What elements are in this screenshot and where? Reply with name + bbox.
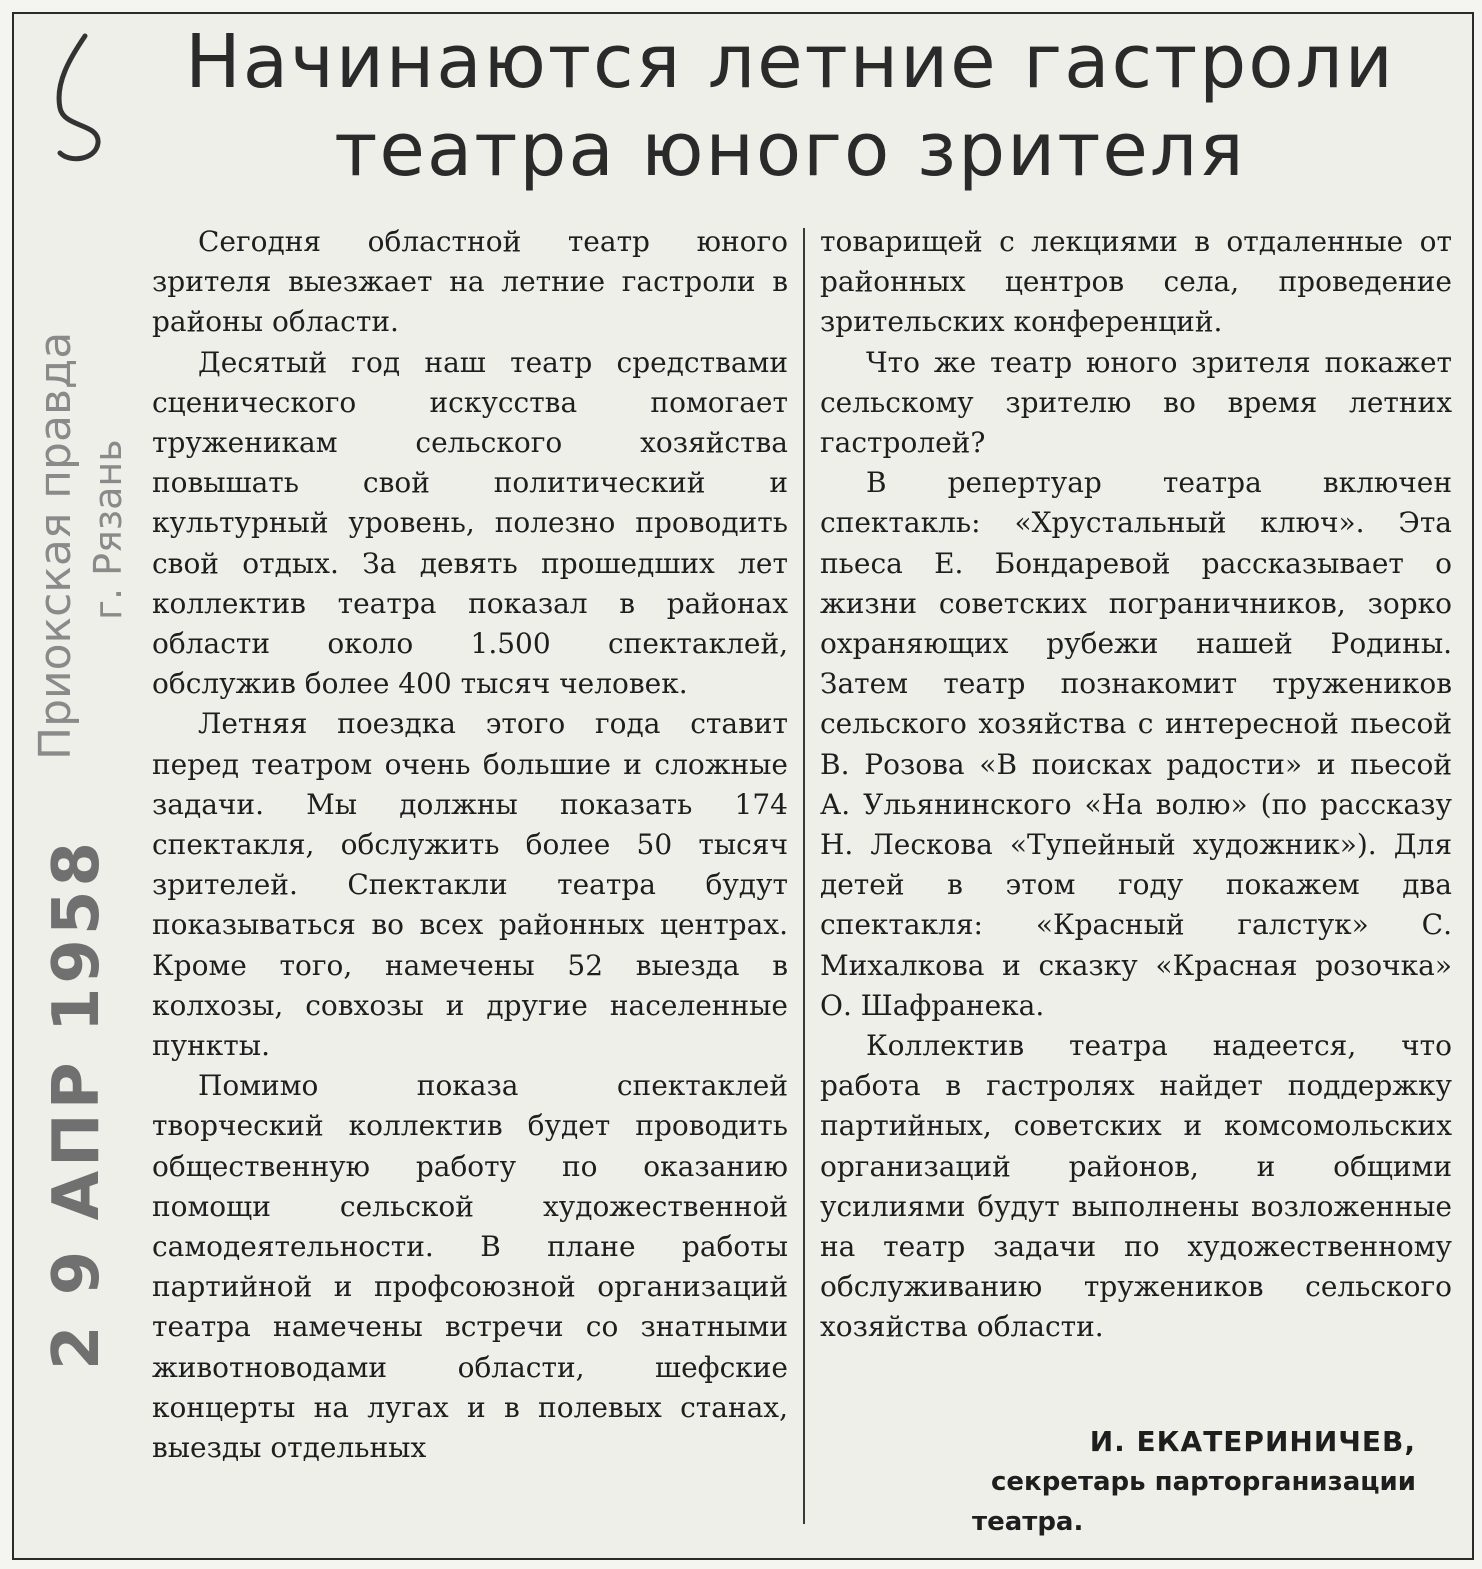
headline-line-1: Начинаются летние гастроли	[185, 19, 1395, 105]
newspaper-source-stamp	[24, 280, 134, 780]
paragraph: Что же театр юного зрителя покажет сельскому зрителю во время летних гастролей?	[820, 345, 1452, 460]
article-headline	[170, 18, 1410, 194]
paragraph: Сегодня областной театр юного зрителя выезжает на летние гастроли в районы области.	[152, 225, 788, 339]
handwritten-pencil-mark	[30, 28, 120, 168]
article-column-right	[820, 222, 1452, 1348]
stamp-city: г. Рязань	[86, 439, 130, 620]
headline-line-2: театра юного зрителя	[334, 107, 1246, 193]
paragraph: В репертуар театра включен спектакль: «Хрустальный ключ». Эта пьеса Е. Бондаревой рассказывает о жизни советских пограничников, зорко охраняющих рубежи нашей Родины. Затем театр познакомит тружеников сельского хозяйства с интересной пьесой В. Розова «В поисках радости» и пьесой А. Ульянинского «На волю» (по рассказу Н. Лескова «Тупейный художник»). Для детей в этом году покажем два спектакля: «Красный галстук» С. Михалкова и сказку «Красная розочка» О. Шафранека.	[820, 466, 1452, 1022]
column-divider	[803, 228, 805, 1524]
author-organization: театра.	[972, 1507, 1084, 1537]
author-signature	[862, 1422, 1422, 1542]
paragraph: Коллектив театра надеется, что работа в гастролях найдет поддержку партийных, советских и комсомольских организаций районов, и общими усилиями будут выполнены возложенные на театр задачи по художественному обслуживанию тружеников сельского хозяйства области.	[820, 1029, 1452, 1344]
date-stamp: 2 9 АПР 1958	[40, 837, 114, 1370]
author-role: секретарь парторганизации	[991, 1467, 1416, 1497]
article-column-left	[152, 222, 788, 1468]
author-name: И. ЕКАТЕРИНИЧЕВ,	[1089, 1425, 1416, 1458]
paragraph: Помимо показа спектаклей творческий коллектив будет проводить общественную работу по оказанию помощи сельской художественной самодеятельности. В плане работы партийной и профсоюзной организаций театра намечены встречи со знатными животноводами области, шефские концерты на лугах и в полевых станах, выезды отдельных	[152, 1069, 788, 1465]
paragraph-continuation: товарищей с лекциями в отдаленные от районных центров села, проведение зрительских конференций.	[820, 225, 1452, 339]
stamp-newspaper-name: Приокская правда	[30, 331, 81, 760]
paragraph: Летняя поездка этого года ставит перед театром очень большие и сложные задачи. Мы должны показать 174 спектакля, обслужить более 50 тысяч зрителей. Спектакли театра будут показываться во всех районных центрах. Кроме того, намечены 52 выезда в колхозы, совхозы и другие населенные пункты.	[152, 707, 788, 1063]
paragraph: Десятый год наш театр средствами сценического искусства помогает труженикам сельского хозяйства повышать свой политический и культурный уровень, полезно проводить свой отдых. За девять прошедших лет коллектив театра показал в районах области около 1.500 спектаклей, обслужив более 400 тысяч человек.	[152, 345, 788, 701]
